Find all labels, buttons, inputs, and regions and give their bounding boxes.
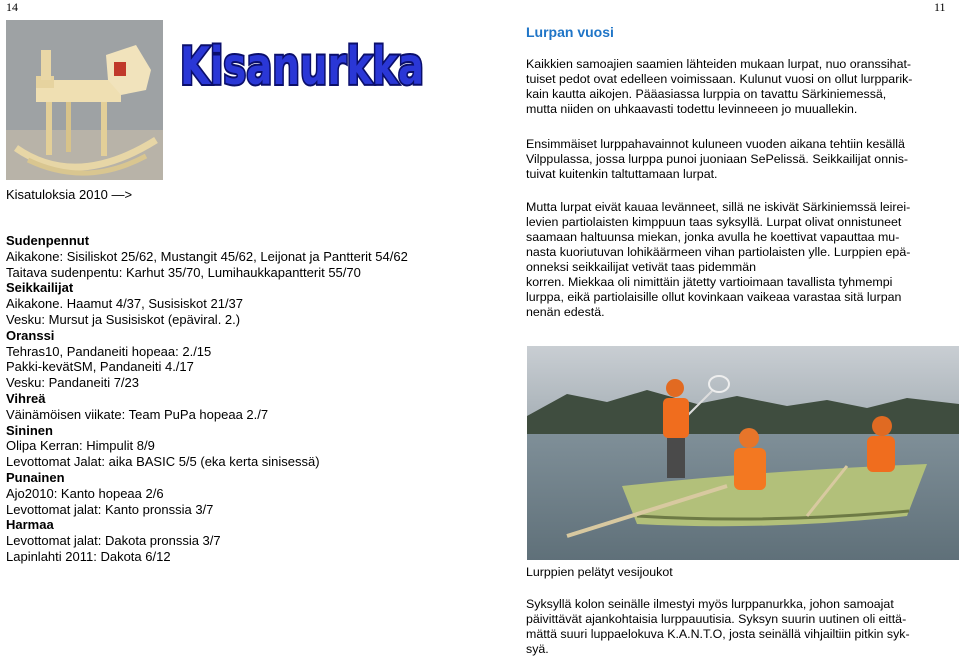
- results-entry: Vesku: Pandaneiti 7/23: [6, 375, 139, 391]
- paragraph-line: päivittävät ajankohtaisia lurppauutisia. Syksyn suurin uutinen oli eittä-: [526, 612, 907, 626]
- paragraph-final: [526, 597, 956, 657]
- kisanurkka-banner: [178, 34, 426, 97]
- paragraph-line: kain kautta aikojen. Pääasiassa lurppia on tavattu Särkiniemessä,: [526, 87, 887, 101]
- paragraph-1: [526, 57, 956, 117]
- paragraph-line: Kaikkien samoajien saamien lähteiden mukaan lurpat, nuo oranssihat-: [526, 57, 912, 71]
- results-category: Oranssi: [6, 327, 55, 343]
- article-title: Lurpan vuosi: [526, 24, 614, 40]
- results-entry: Taitava sudenpentu: Karhut 35/70, Lumihaukkapantterit 55/70: [6, 264, 361, 280]
- results-entry: Väinämöisen viikate: Team PuPa hopeaa 2./7: [6, 406, 269, 422]
- results-entry: Levottomat Jalat: aika BASIC 5/5 (eka kerta sinisessä): [6, 454, 320, 470]
- paragraph-2: [526, 137, 956, 182]
- boat-photo: [527, 346, 959, 560]
- paragraph-line: tuivat kuitenkin taltuttamaan lurpat.: [526, 167, 718, 181]
- paragraph-line: saamaan haltuunsa miekan, jonka avulla he koettivat vapauttaa mu-: [526, 230, 900, 244]
- results-label: Kisatuloksia 2010 —>: [6, 187, 133, 202]
- page-number-left: 14: [6, 0, 18, 14]
- paragraph-line: Ensimmäiset lurppahavainnot kuluneen vuoden aikana tehtiin kesällä: [526, 137, 905, 151]
- results-entry: Vesku: Mursut ja Susisiskot (epäviral. 2.): [6, 311, 241, 327]
- results-list: [6, 233, 506, 565]
- paragraph-line: levien partiolaisten kimppuun taas syksyllä. Lurpat olivat onnistuneet: [526, 215, 902, 229]
- paragraph-3: [526, 200, 956, 320]
- results-entry: Tehras10, Pandaneiti hopeaa: 2./15: [6, 343, 212, 359]
- results-category: Sudenpennut: [6, 233, 90, 248]
- results-category: Sininen: [6, 422, 53, 438]
- paragraph-line: lurppa, eikä partiolaisille ollut kovinkaan vaikeaa varastaa sitä lurpan: [526, 290, 902, 304]
- results-entry: Olipa Kerran: Himpulit 8/9: [6, 438, 155, 454]
- paragraph-line: mutta niiden on uhkaavasti todettu levinneeen jo muuallekin.: [526, 102, 858, 116]
- results-category: Seikkailijat: [6, 280, 74, 296]
- paragraph-line: onneksi seikkailijat vetivät taas pidemmän: [526, 260, 757, 274]
- results-entry: Lapinlahti 2011: Dakota 6/12: [6, 548, 171, 564]
- paragraph-line: nasta kuoriutuvan lohikäärmeen vihan partiolaisten ylle. Lurppien epä-: [526, 245, 911, 259]
- photo-caption: Lurppien pelätyt vesijoukot: [526, 565, 673, 579]
- results-category: Vihreä: [6, 390, 46, 406]
- results-category: Punainen: [6, 469, 65, 485]
- results-entry: Aikakone. Haamut 4/37, Susisiskot 21/37: [6, 296, 244, 312]
- results-entry: Ajo2010: Kanto hopeaa 2/6: [6, 485, 164, 501]
- results-entry: Levottomat jalat: Kanto pronssia 3/7: [6, 501, 214, 517]
- rocking-horse-photo: [6, 20, 163, 180]
- paragraph-line: nenän edestä.: [526, 305, 605, 319]
- paragraph-line: Syksyllä kolon seinälle ilmestyi myös lurppanurkka, johon samoajat: [526, 597, 894, 611]
- results-entry: Levottomat jalat: Dakota pronssia 3/7: [6, 533, 221, 549]
- paragraph-line: Mutta lurpat eivät kauaa levänneet, sillä ne iskivät Särkiniemssä leirei-: [526, 200, 911, 214]
- banner-text: Kisanurkka: [180, 37, 424, 97]
- paragraph-line: syä.: [526, 642, 549, 656]
- page-number-right: 11: [934, 0, 946, 14]
- paragraph-line: Vilppulassa, jossa lurppa punoi juoniaan SePelissä. Seikkailijat onnis-: [526, 152, 909, 166]
- results-entry: Aikakone: Sisiliskot 25/62, Mustangit 45/62, Leijonat ja Pantterit 54/62: [6, 248, 408, 264]
- results-category: Harmaa: [6, 517, 54, 533]
- paragraph-line: mättä suuri luppaelokuva K.A.N.T.O, josta seinällä vihjailtiin pitkin syk-: [526, 627, 910, 641]
- paragraph-line: tuiset pedot ovat edelleen voimissaan. Kulunut vuosi on ollut lurpparik-: [526, 72, 913, 86]
- paragraph-line: korren. Miekkaa oli nimittäin jätetty vartioimaan tavallista tyhmempi: [526, 275, 893, 289]
- results-entry: Pakki-kevätSM, Pandaneiti 4./17: [6, 359, 194, 375]
